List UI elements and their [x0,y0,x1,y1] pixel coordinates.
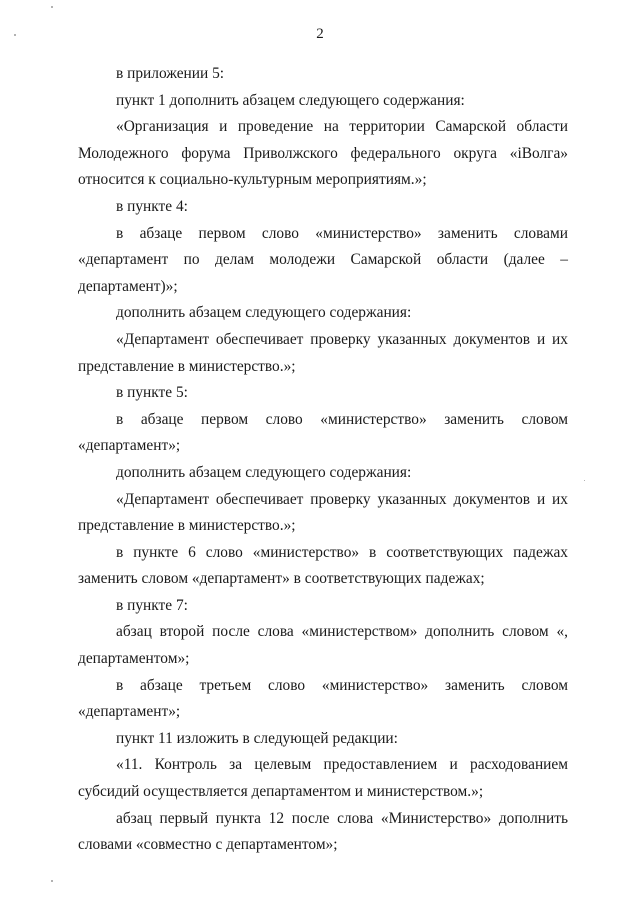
paragraph: дополнить абзацем следующего содержания: [116,463,412,481]
paragraph: пункт 1 дополнить абзацем следующего содержания: [116,91,465,109]
paragraph: в пункте 4: [116,197,188,215]
paragraph: дополнить абзацем следующего содержания: [116,304,412,322]
paragraph: в пункте 5: [116,384,188,402]
paragraph: «Организация и проведение на территории Самарской области Молодежного форума Приволжского федерального округа «iВолга» относится к социально-культурным мероприятиям.»; [78,118,568,189]
page-number: 2 [316,26,324,42]
paragraph: «Департамент обеспечивает проверку указанных документов и их представление в министерство.»; [78,330,568,375]
paragraph: в пункте 7: [116,596,188,614]
paragraph: в абзаце первом слово «министерство» заменить словами «департамент по делам молодежи Самарской области (далее – департамент)»; [78,224,568,295]
scan-speck [584,480,585,481]
paragraph: в абзаце третьем слово «министерство» заменить словом «департамент»; [78,676,568,721]
paragraph: абзац второй после слова «министерством» дополнить словом «, департаментом»; [78,623,568,668]
scan-speck [51,880,53,882]
document-body [78,61,568,859]
paragraph: «11. Контроль за целевым предоставлением и расходованием субсидий осуществляется департаментом и министерством.»; [78,756,568,801]
scan-speck [51,6,53,8]
paragraph: пункт 11 изложить в следующей редакции: [116,729,398,747]
paragraph: в абзаце первом слово «министерство» заменить словом «департамент»; [78,410,568,455]
paragraph: «Департамент обеспечивает проверку указанных документов и их представление в министерство.»; [78,490,568,535]
paragraph: в приложении 5: [116,65,225,82]
paragraph: абзац первый пункта 12 после слова «Министерство» дополнить словами «совместно с департаментом»; [78,809,568,854]
paragraph: в пункте 6 слово «министерство» в соответствующих падежах заменить словом «департамент» в соответствующих падежах; [78,543,568,588]
